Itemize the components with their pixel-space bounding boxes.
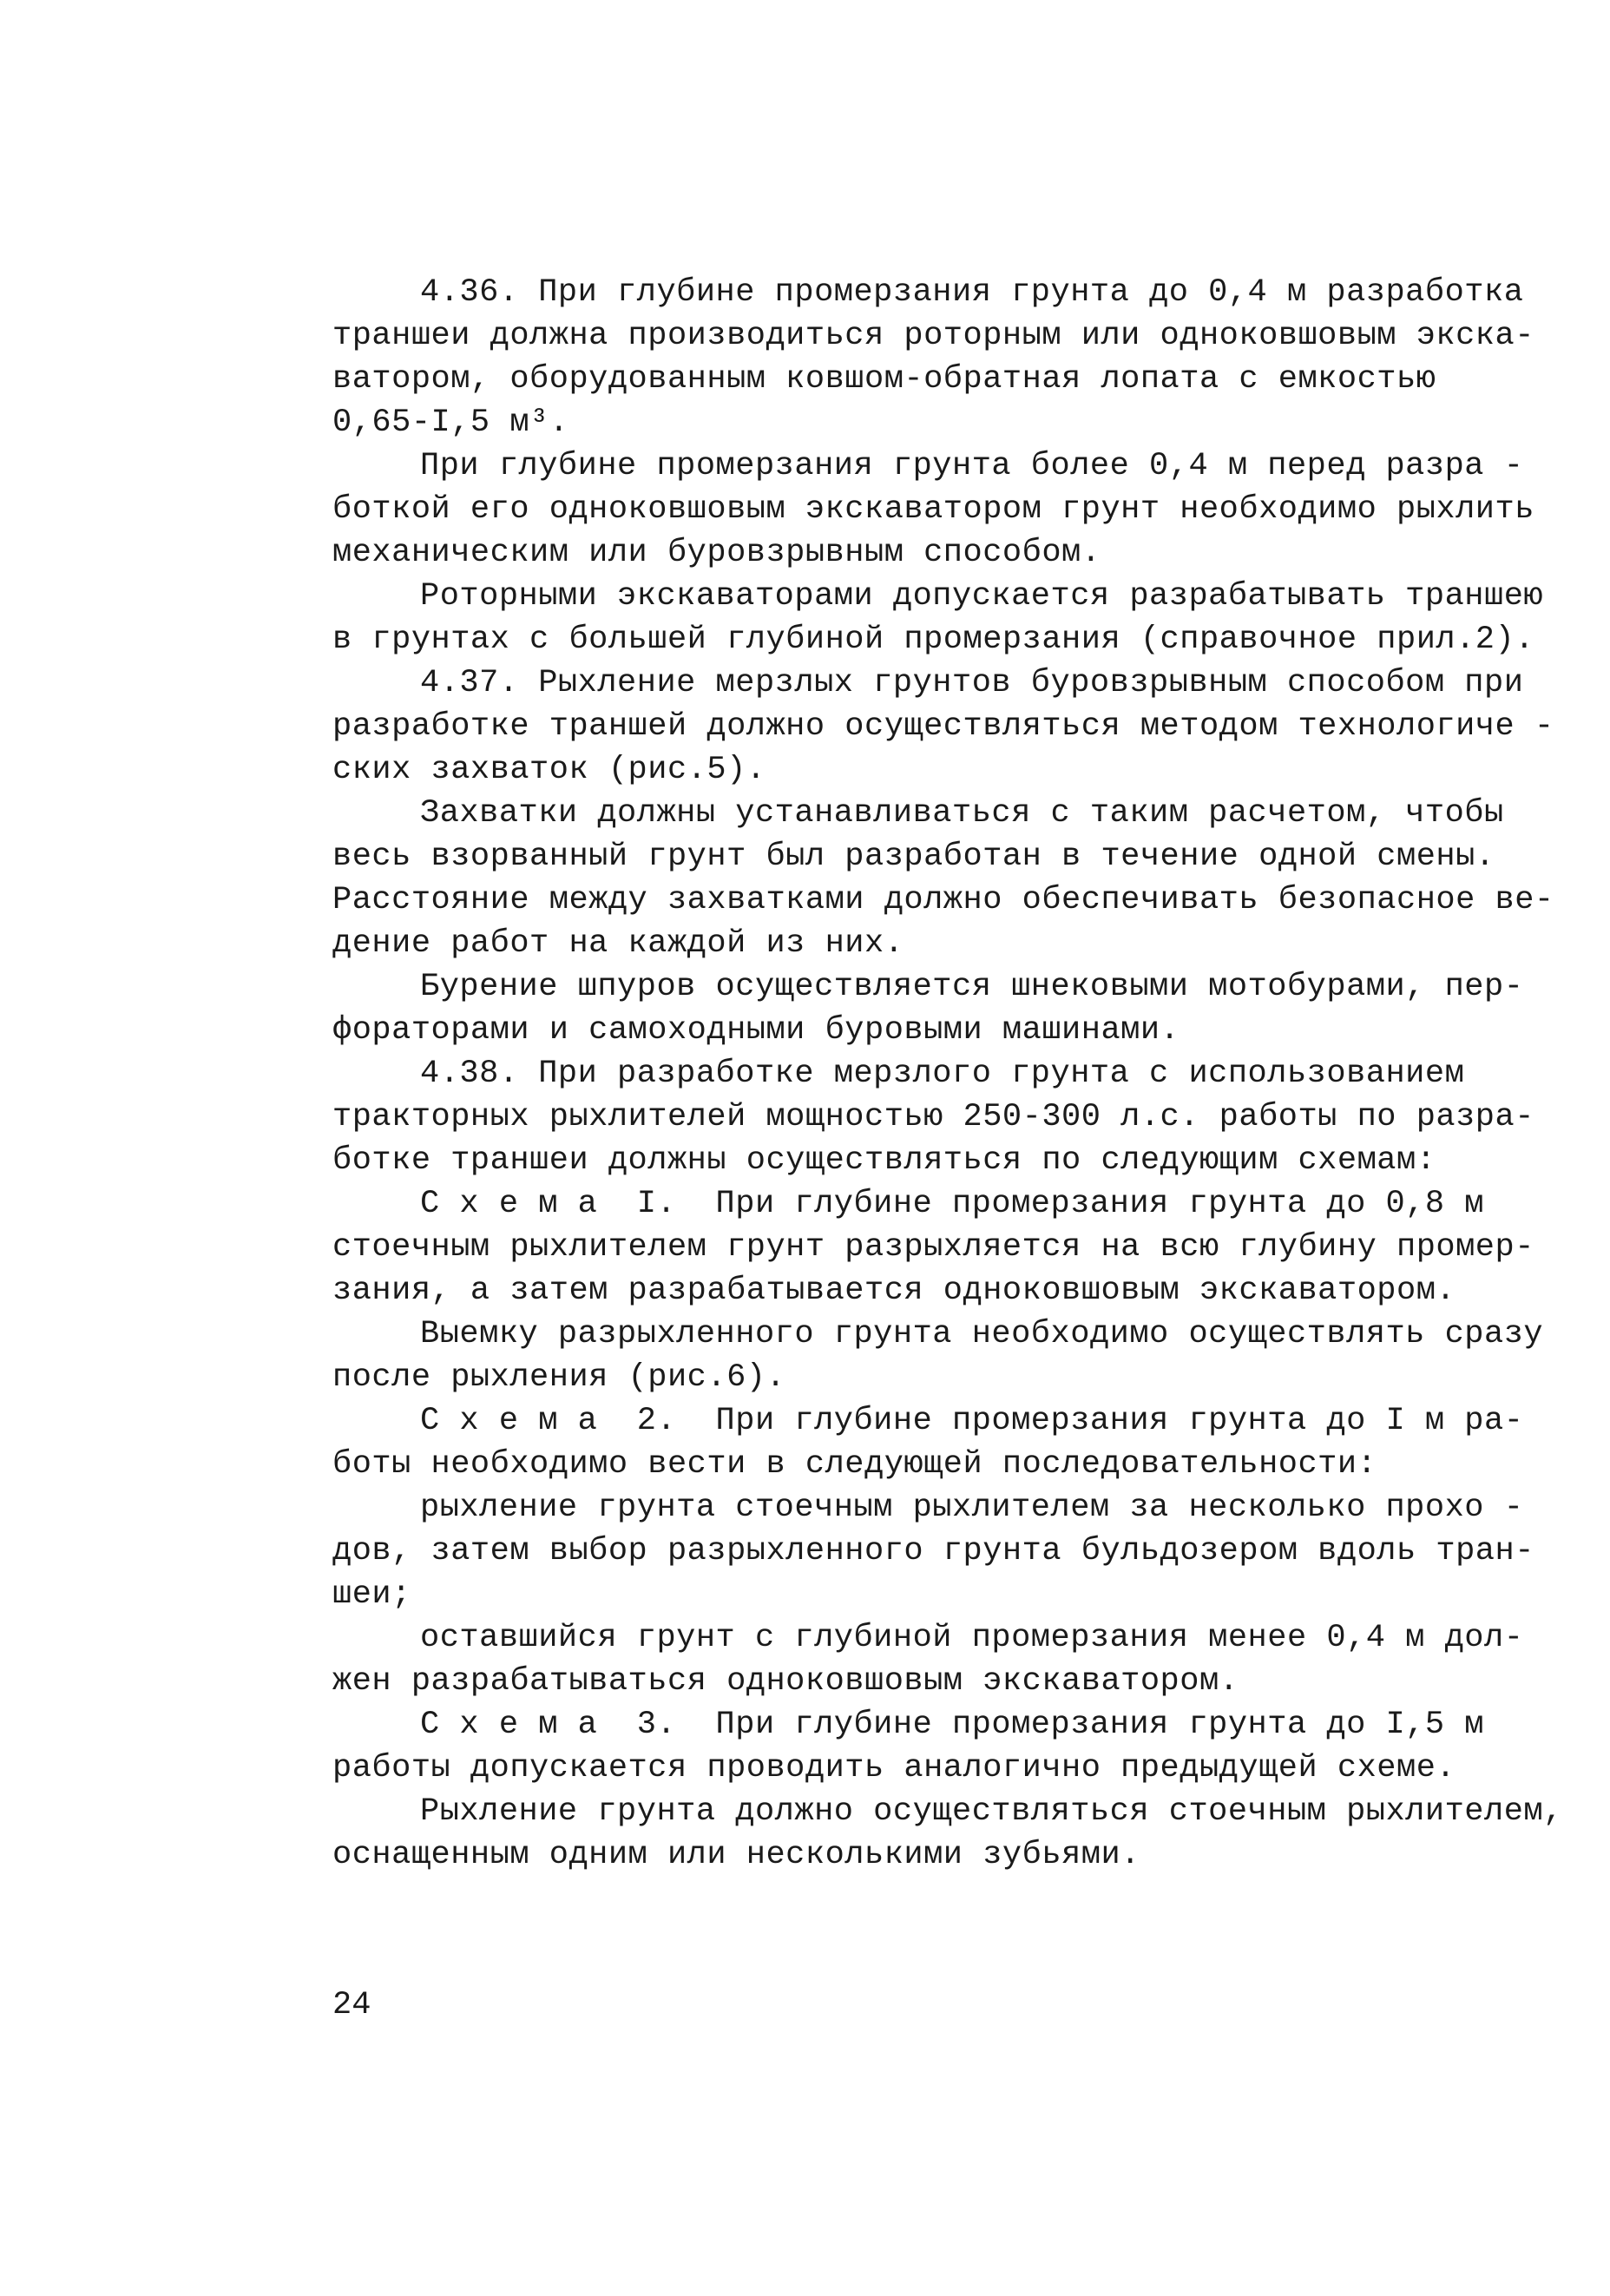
text-line: ватором, оборудованным ковшом-обратная лопата с емкостью [332, 361, 1436, 398]
text-line: жен разрабатываться одноковшовым экскаватором. [332, 1663, 1239, 1700]
document-body [332, 271, 1563, 1877]
text-line: Расстояние между захватками должно обеспечивать безопасное ве- [332, 882, 1554, 918]
text-line: 4.36. При глубине промерзания грунта до 0,4 м разработка [420, 274, 1524, 311]
text-line: ботке траншеи должны осуществляться по следующим схемам: [332, 1142, 1436, 1179]
text-line: дов, затем выбор разрыхленного грунта бульдозером вдоль тран- [332, 1533, 1534, 1569]
text-line: в грунтах с большей глубиной промерзания (справочное прил.2). [332, 622, 1534, 658]
text-line: оснащенным одним или несколькими зубьями. [332, 1837, 1140, 1873]
text-line: разработке траншей должно осуществляться методом технологиче - [332, 708, 1554, 745]
text-line: оставшийся грунт с глубиной промерзания менее 0,4 м дол- [420, 1620, 1524, 1656]
text-line: механическим или буровзрывным способом. [332, 535, 1101, 571]
text-line: Захватки должны устанавливаться с таким расчетом, чтобы [420, 795, 1504, 832]
text-line: рыхление грунта стоечным рыхлителем за несколько прохо - [420, 1490, 1524, 1526]
text-line: ских захваток (рис.5). [332, 752, 766, 788]
text-line: зания, а затем разрабатывается одноковшовым экскаватором. [332, 1273, 1456, 1309]
text-line: Роторными экскаваторами допускается разрабатывать траншею [420, 578, 1544, 615]
text-line: траншеи должна производиться роторным или одноковшовым экска- [332, 318, 1534, 354]
text-line: 0,65-I,5 м³. [332, 405, 569, 441]
text-line: Рыхление грунта должно осуществляться стоечным рыхлителем, [420, 1793, 1563, 1830]
text-line: боты необходимо вести в следующей последовательности: [332, 1446, 1377, 1483]
text-line: тракторных рыхлителей мощностью 250-300 л.с. работы по разра- [332, 1099, 1534, 1135]
page-number: 24 [332, 1987, 371, 2023]
text-line: С х е м а I. При глубине промерзания грунта до 0,8 м [420, 1186, 1484, 1222]
text-line: фораторами и самоходными буровыми машинами. [332, 1012, 1180, 1049]
text-line: С х е м а 2. При глубине промерзания грунта до I м ра- [420, 1403, 1524, 1439]
text-line: Выемку разрыхленного грунта необходимо осуществлять сразу [420, 1316, 1544, 1352]
text-line: 4.37. Рыхление мерзлых грунтов буровзрывным способом при [420, 665, 1524, 701]
text-line: С х е м а 3. При глубине промерзания грунта до I,5 м [420, 1707, 1484, 1743]
text-line: При глубине промерзания грунта более 0,4 м перед разра - [420, 448, 1524, 484]
text-line: дение работ на каждой из них. [332, 925, 904, 962]
text-line: Бурение шпуров осуществляется шнековыми мотобурами, пер- [420, 969, 1524, 1005]
text-line: весь взорванный грунт был разработан в течение одной смены. [332, 839, 1495, 875]
text-line: после рыхления (рис.6). [332, 1359, 786, 1396]
text-line: работы допускается проводить аналогично предыдущей схеме. [332, 1750, 1456, 1786]
text-line: стоечным рыхлителем грунт разрыхляется на всю глубину промер- [332, 1229, 1534, 1266]
text-line: 4.38. При разработке мерзлого грунта с использованием [420, 1056, 1465, 1092]
text-line: боткой его одноковшовым экскаватором грунт необходимо рыхлить [332, 491, 1534, 528]
text-line: шеи; [332, 1576, 411, 1613]
